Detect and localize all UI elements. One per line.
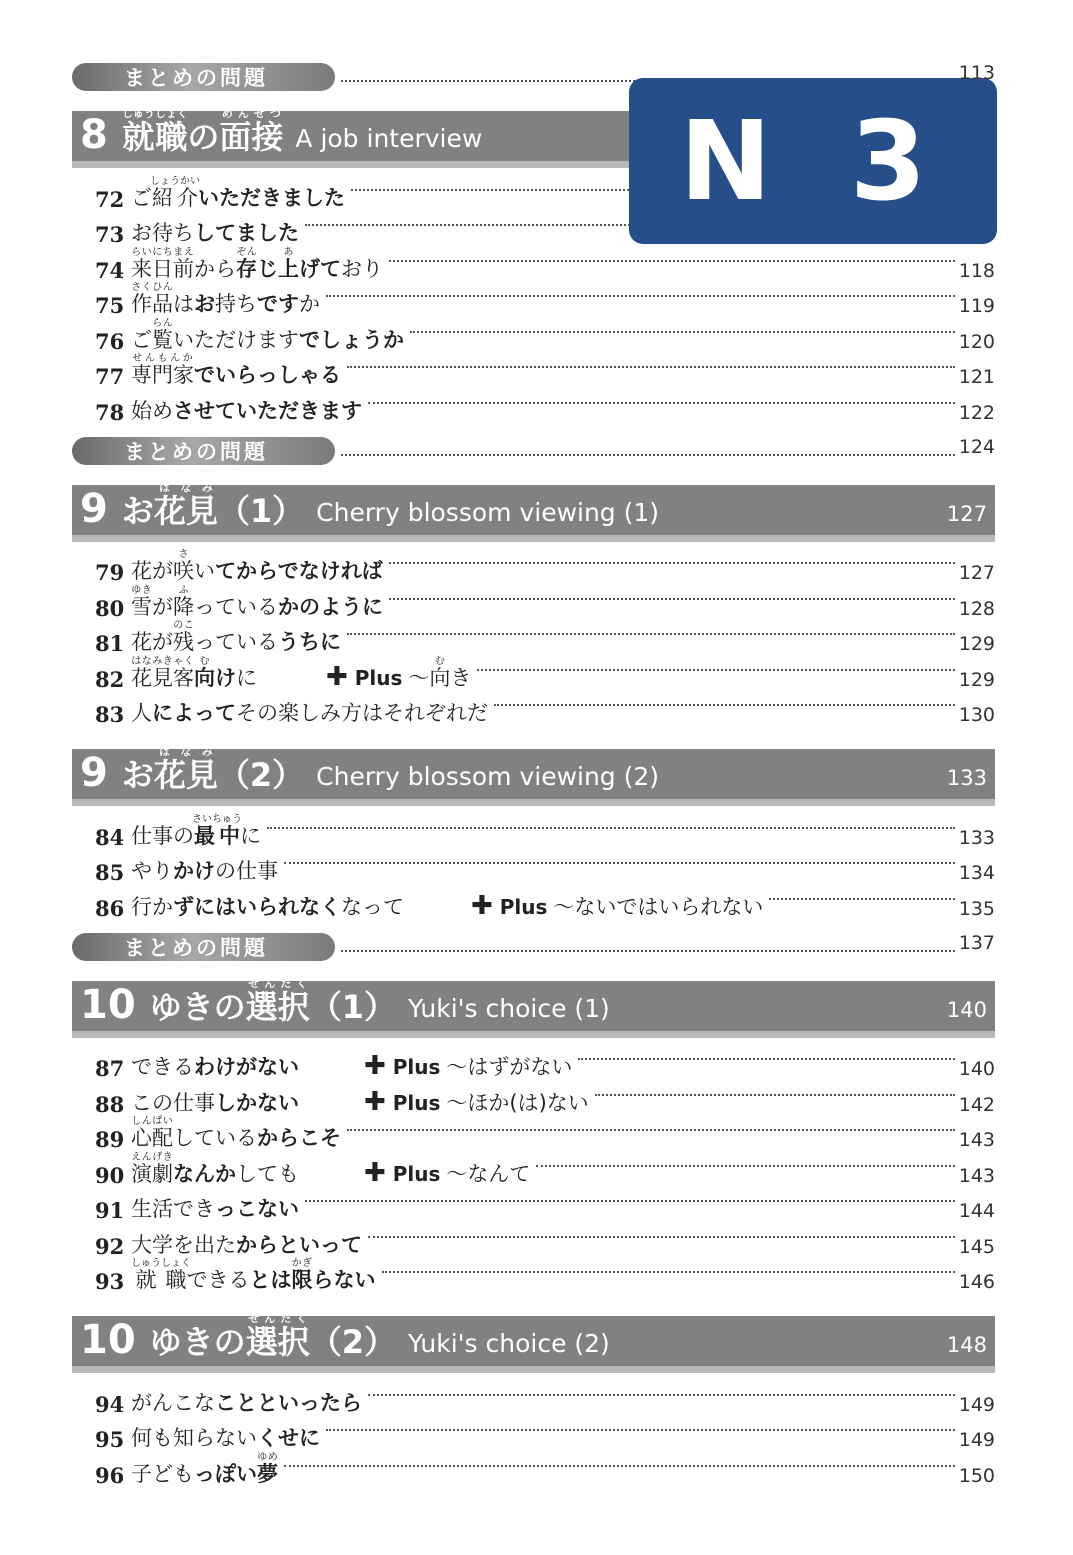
item-number: 87 [95,1056,125,1081]
page-number: 118 [958,259,995,282]
leader-dots [368,402,955,404]
chapter-page: 127 [946,501,987,526]
text-segment: 選択せんたく [245,976,310,1026]
item-number: 81 [95,631,125,656]
leader-dots [341,454,955,456]
page-number: 146 [958,1271,995,1293]
page-number: 119 [958,295,995,317]
text-segment: 大学を出た [131,1232,236,1257]
leader-dots [389,562,955,564]
chapter-title-en: A job interview [295,124,483,153]
page-number: 130 [958,704,995,726]
toc-item[interactable] [72,696,995,732]
item-title [131,217,299,247]
text-segment: できる [186,1268,250,1292]
text-segment: に [236,665,257,690]
text-segment: とは [249,1268,292,1292]
item-number: 83 [95,702,125,727]
text-segment: じ [257,256,278,281]
text-segment: っぽい [194,1461,257,1486]
text-segment: 生活でき [131,1197,215,1221]
text-segment: ～ないではいられない [553,894,764,919]
item-title [131,1229,362,1259]
leader-dots [382,1271,955,1273]
item-title [131,1258,376,1294]
item-number: 78 [95,399,125,425]
text-segment: できる [131,1055,194,1079]
page-number: 149 [958,1429,995,1451]
text-segment: ～はずがない [446,1055,573,1079]
page-number: 145 [958,1235,995,1258]
text-segment: の [187,118,220,156]
text-segment: は [173,292,194,316]
chapter-header[interactable] [72,976,995,1038]
toc-item[interactable] [72,1050,995,1086]
leader-dots [347,633,955,635]
text-segment: 面接めんせつ [219,107,284,156]
item-title [131,1051,299,1081]
item-title [131,814,261,850]
plus-label: Plus [347,665,403,690]
item-title [131,891,404,921]
page-number: 133 [958,826,995,849]
toc-item[interactable] [72,889,995,925]
item-number: 88 [95,1091,125,1117]
text-segment: か [299,292,320,316]
text-segment: てからでなければ [215,559,383,583]
page-number: 127 [958,562,995,584]
page-number: 129 [958,668,995,691]
text-segment: 降ふ [173,584,194,619]
chapter-header[interactable] [72,745,995,806]
text-segment: 花が [131,630,173,654]
chapter-title-en: Yuki's choice (1) [407,993,610,1023]
chapter-title-jp [122,107,284,157]
leader-dots [536,1165,955,1167]
item-title [131,585,383,621]
text-segment: 持ち [215,292,257,316]
text-segment: お [194,292,215,316]
chapter-header[interactable] [72,480,995,542]
leader-dots [368,1394,955,1396]
item-title [131,1452,278,1488]
text-segment: この仕事 [131,1090,215,1115]
text-segment: い [194,559,215,583]
item-number: 85 [95,860,125,885]
text-segment: からといって [236,1232,362,1257]
plus-icon: ✚ [471,890,493,921]
text-segment: くせに [257,1426,320,1450]
chapter-title-en: Cherry blossom viewing (1) [316,497,660,527]
text-segment: でいらっしゃる [194,363,341,387]
text-segment: げて [299,256,341,281]
item-number: 75 [95,293,125,318]
chapter-title-jp [150,1312,396,1362]
text-segment: っこない [215,1197,299,1221]
page-number: 143 [958,1129,995,1151]
text-segment: 上あ [278,246,299,281]
leader-dots [389,260,955,262]
text-segment: ～なんて [446,1161,531,1186]
plus-icon: ✚ [326,661,348,692]
page-number: 120 [958,330,995,353]
summary-row[interactable] [72,933,995,961]
text-segment: でしょうか [299,327,404,352]
text-segment: お [121,491,154,530]
text-segment: してました [194,221,299,245]
item-title [131,1387,362,1417]
text-segment: ご [131,327,152,352]
item-title [131,1193,299,1223]
toc-item[interactable] [72,1192,995,1228]
text-segment: 残のこ [173,620,194,654]
leader-dots [494,704,955,706]
item-title [131,549,383,585]
text-segment: 子ども [131,1461,194,1486]
toc-item[interactable] [72,393,995,429]
text-segment: 夢ゆめ [257,1451,278,1486]
leader-dots [595,1094,955,1096]
text-segment: 限かぎ [291,1258,313,1292]
text-segment: ゆきの [149,987,246,1026]
text-segment: 咲さ [173,549,194,583]
chapter-title-en: Cherry blossom viewing (2) [316,762,660,791]
toc-item[interactable] [72,1385,995,1421]
text-segment: なって [341,894,404,919]
plus-label: Plus [385,1090,441,1115]
item-title [131,855,278,885]
leader-dots [477,669,955,671]
text-segment: ～ほか(は)ない [446,1090,589,1115]
summary-label: まとめの問題 [72,437,335,465]
text-segment: ご [131,185,152,210]
text-segment: 花見はなみ [153,480,218,530]
page-number: 140 [958,1058,995,1080]
page-number: 143 [958,1164,995,1187]
text-segment: かけ [173,859,215,883]
leader-dots [305,1200,955,1202]
text-segment: っている [194,594,278,619]
text-segment: 就職しゅうしょく [121,107,188,156]
text-segment: しかない [215,1090,299,1115]
text-segment: しても [236,1161,299,1186]
item-number: 74 [95,257,125,283]
chapter-title-en: Yuki's choice (2) [407,1329,610,1358]
item-title [131,247,383,283]
text-segment: 存ぞん [236,246,257,281]
page-number: 144 [958,1200,995,1222]
chapter-page: 148 [946,1333,987,1357]
text-segment: に [240,823,261,848]
text-segment: 専門家せんもんか [131,353,194,387]
text-segment: が [152,594,173,619]
plus-icon: ✚ [364,1051,386,1081]
item-number: 79 [95,560,125,585]
item-number: 73 [95,222,125,247]
leader-dots [347,366,955,368]
page-number: 135 [958,897,995,920]
leader-dots [769,898,955,900]
text-segment: させていただきます [173,398,362,423]
plus-label: Plus [492,894,548,919]
summary-label: まとめの問題 [72,63,335,91]
page-number: 134 [958,862,995,884]
plus-label: Plus [385,1055,441,1079]
text-segment: いただけます [173,327,299,352]
toc-item[interactable] [72,1451,995,1492]
leader-dots [284,862,955,864]
toc-item[interactable] [72,854,995,890]
chapter-number: 9 [80,485,108,532]
item-title [131,282,320,318]
table-of-contents [72,55,995,1492]
plus-icon: ✚ [364,1086,386,1117]
item-number: 93 [95,1269,125,1294]
text-segment: 花見客はなみきゃく [131,655,194,690]
text-segment: 人 [131,701,152,725]
item-number: 89 [95,1127,125,1152]
text-segment: 作品さくひん [131,282,173,316]
page-number: 122 [958,401,995,424]
text-segment: 演劇えんげき [131,1151,173,1186]
leader-dots [347,1129,955,1131]
toc-item[interactable] [72,1258,995,1299]
leader-dots [267,827,955,829]
text-segment: 何も知らない [131,1426,257,1450]
chapter-number: 9 [80,750,108,796]
text-segment: 始め [131,398,173,423]
chapter-page: 140 [946,997,987,1022]
text-segment: 心配しんぱい [131,1116,173,1150]
page-number: 142 [958,1093,995,1116]
item-number: 91 [95,1198,125,1223]
text-segment: の仕事 [215,859,278,883]
item-number: 76 [95,328,125,354]
text-segment: おり [341,256,383,281]
chapter-title-jp [150,977,396,1027]
text-segment: から [194,256,236,281]
leader-dots [389,598,955,600]
text-segment: 花見はなみ [153,745,218,794]
page-number: 129 [958,633,995,655]
toc-item[interactable] [72,813,995,854]
item-number: 72 [95,186,125,212]
text-segment: 紹介しょうかい [150,175,200,210]
chapter-page: 133 [946,766,987,790]
leader-dots [326,295,955,297]
chapter-header[interactable] [72,1312,995,1373]
leader-dots [410,331,955,333]
item-number: 90 [95,1162,125,1188]
plus-icon: ✚ [364,1157,386,1188]
item-title [131,697,488,727]
text-segment: 最中さいちゅう [192,813,242,848]
text-segment: わけがない [194,1055,299,1079]
text-segment: 雪ゆき [131,584,152,619]
text-segment: かのように [278,594,383,619]
text-segment: 覧らん [152,317,173,352]
leader-dots [368,1236,955,1238]
text-segment: け [215,665,236,690]
text-segment: き [450,665,472,690]
text-segment: 仕事の [131,823,194,848]
text-segment: 来日前らいにちまえ [131,246,194,281]
summary-row[interactable] [72,437,995,465]
text-segment: 選択せんたく [245,1312,310,1361]
text-segment: お待ち [131,221,194,245]
item-number: 82 [95,666,125,692]
plus-note [364,1087,589,1117]
item-title [131,656,257,692]
text-segment: からこそ [257,1126,341,1150]
page-number: 128 [958,597,995,620]
item-number: 80 [95,595,125,621]
item-number: 77 [95,364,125,389]
text-segment: によって [152,701,236,725]
text-segment: 花が [131,559,173,583]
text-segment: ことといったら [215,1390,362,1415]
text-segment: なんか [173,1161,236,1186]
plus-label: Plus [385,1161,441,1186]
text-segment: 向む [429,655,451,690]
text-segment: ～ [408,665,430,690]
text-segment: らない [312,1268,376,1292]
plus-note [364,1158,530,1188]
text-segment: （2） [217,756,305,794]
text-segment: 向む [194,655,215,690]
text-segment: です [257,292,299,316]
plus-note [471,891,763,921]
text-segment: っている [194,630,278,654]
text-segment: （2） [309,1323,396,1361]
item-title [131,1152,299,1188]
item-title [131,176,345,212]
item-title [131,318,404,354]
text-segment: している [173,1126,257,1150]
chapter-title-jp [122,745,304,795]
chapter-title-jp [122,481,304,531]
leader-dots [326,1429,955,1431]
text-segment: 行か [131,894,173,919]
text-segment: いただきました [198,185,345,210]
toc-item[interactable] [72,655,995,696]
text-segment: ずにはいられなく [173,894,341,919]
page-number: 124 [958,435,995,458]
chapter-number: 10 [80,981,136,1028]
page-number: 150 [958,1464,995,1487]
text-segment: （1） [217,491,305,530]
toc-item[interactable] [72,353,995,394]
item-number: 86 [95,895,125,921]
text-segment: やり [131,859,173,883]
page-number: 137 [958,931,995,954]
item-title [131,1087,299,1117]
text-segment: ゆきの [149,1323,246,1361]
item-number: 96 [95,1462,125,1488]
chapter-number: 8 [80,112,108,158]
item-number: 84 [95,824,125,850]
page-number: 149 [958,1393,995,1416]
leader-dots [578,1058,955,1060]
text-segment: 就職しゅうしょく [131,1258,191,1292]
toc-item[interactable] [72,1151,995,1192]
item-title [131,353,341,389]
item-title [131,1422,320,1452]
text-segment: お [121,756,154,794]
item-number: 94 [95,1391,125,1417]
summary-label: まとめの問題 [72,933,335,961]
page-number: 121 [958,366,995,388]
text-segment: うちに [278,630,341,654]
text-segment: その楽しみ方はそれぞれだ [236,701,488,725]
item-number: 95 [95,1427,125,1452]
text-segment: がんこな [131,1390,215,1415]
chapter-number: 10 [80,1317,136,1363]
leader-dots [341,950,955,952]
item-title [131,620,341,656]
text-segment: （1） [309,987,396,1026]
plus-note [326,656,471,692]
level-badge-n3: N 3 [629,78,997,244]
plus-note [364,1051,572,1081]
page-number: 113 [958,62,995,84]
item-title [131,395,362,425]
item-number: 92 [95,1233,125,1259]
item-title [131,1116,341,1152]
leader-dots [284,1465,955,1467]
